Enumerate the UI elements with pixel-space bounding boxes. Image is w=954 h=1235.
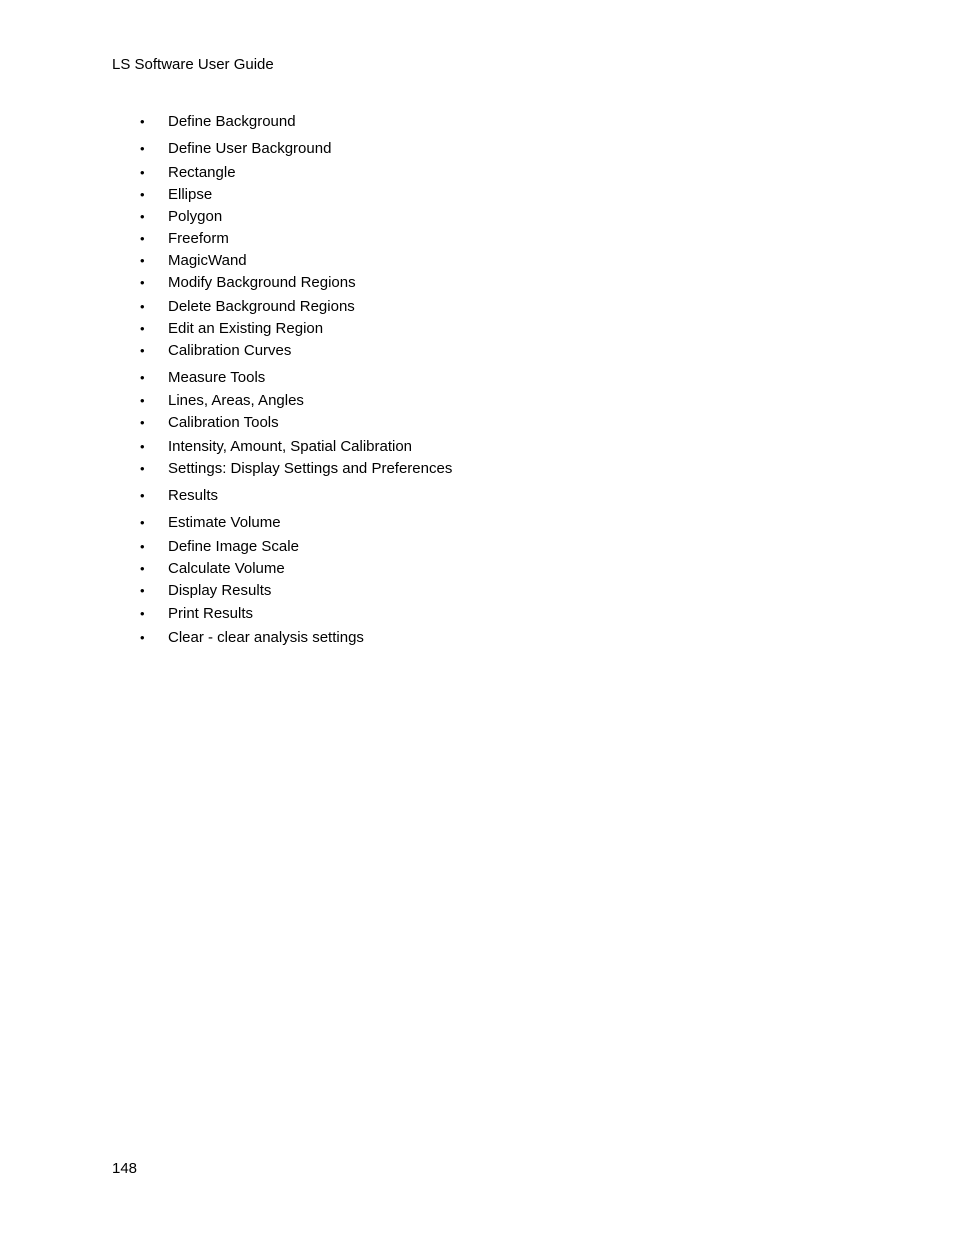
list-item-label: Calibration Tools — [168, 414, 279, 431]
bullet-icon: • — [140, 488, 145, 503]
bullet-icon: • — [140, 393, 145, 408]
list-item-label: Measure Tools — [168, 369, 266, 386]
bullet-icon: • — [140, 439, 145, 454]
bullet-icon: • — [140, 370, 145, 385]
list-item-label: Lines, Areas, Angles — [168, 392, 304, 409]
running-header: LS Software User Guide — [112, 56, 274, 73]
bullet-icon: • — [140, 561, 145, 576]
list-item-label: Calibration Curves — [168, 342, 292, 359]
bullet-icon: • — [140, 461, 145, 476]
list-item-label: Define Background — [168, 113, 296, 130]
bullet-icon: • — [140, 415, 145, 430]
list-item-label: Rectangle — [168, 164, 236, 181]
list-item-label: Calculate Volume — [168, 560, 285, 577]
list-item-label: Settings: Display Settings and Preferences — [168, 460, 453, 477]
list-item-label: Clear - clear analysis settings — [168, 629, 364, 646]
bullet-icon: • — [140, 321, 145, 336]
list-item-label: Edit an Existing Region — [168, 320, 324, 337]
list-item-label: Estimate Volume — [168, 514, 281, 531]
bullet-icon: • — [140, 141, 145, 156]
list-item-label: MagicWand — [168, 252, 247, 269]
list-item-label: Display Results — [168, 582, 272, 599]
bullet-icon: • — [140, 275, 145, 290]
bullet-icon: • — [140, 165, 145, 180]
list-item-label: Modify Background Regions — [168, 274, 356, 291]
bullet-icon: • — [140, 630, 145, 645]
bullet-icon: • — [140, 187, 145, 202]
list-item-label: Print Results — [168, 605, 254, 622]
list-item-label: Delete Background Regions — [168, 298, 355, 315]
bullet-icon: • — [140, 299, 145, 314]
bullet-icon: • — [140, 515, 145, 530]
list-item-label: Intensity, Amount, Spatial Calibration — [168, 438, 413, 455]
bullet-icon: • — [140, 253, 145, 268]
bullet-icon: • — [140, 231, 145, 246]
bullet-icon: • — [140, 343, 145, 358]
list-item-label: Results — [168, 487, 219, 504]
list-item-label: Ellipse — [168, 186, 213, 203]
bullet-icon: • — [140, 606, 145, 621]
bullet-icon: • — [140, 583, 145, 598]
list-item-label: Define Image Scale — [168, 538, 299, 555]
list-item-label: Polygon — [168, 208, 223, 225]
list-item-label: Freeform — [168, 230, 229, 247]
page-number: 148 — [112, 1160, 138, 1177]
bullet-icon: • — [140, 209, 145, 224]
list-item-label: Define User Background — [168, 140, 332, 157]
bullet-icon: • — [140, 114, 145, 129]
bullet-icon: • — [140, 539, 145, 554]
